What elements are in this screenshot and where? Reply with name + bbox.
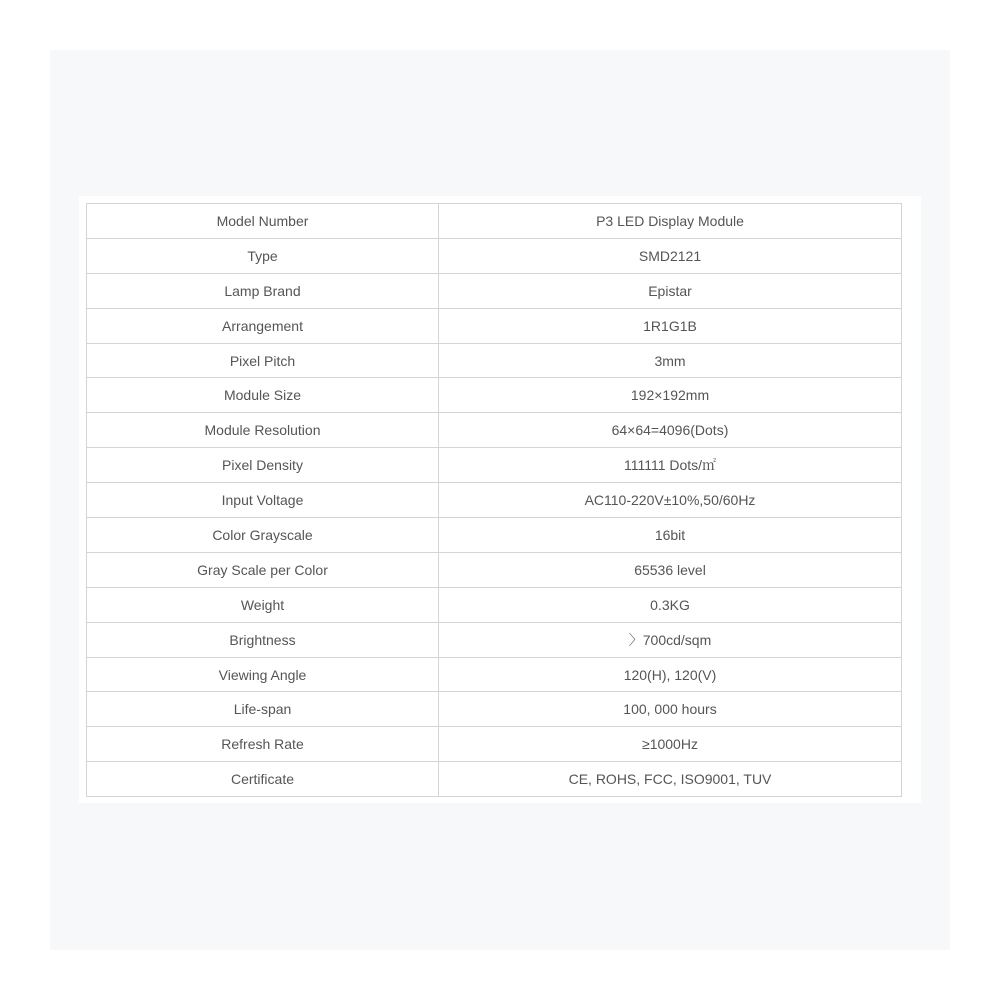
spec-value: 65536 level: [439, 552, 902, 587]
table-row: [87, 204, 902, 239]
spec-label: Gray Scale per Color: [87, 552, 439, 587]
spec-value: 100, 000 hours: [439, 692, 902, 727]
spec-label: Module Resolution: [87, 413, 439, 448]
spec-label: Viewing Angle: [87, 657, 439, 692]
spec-value: CE, ROHS, FCC, ISO9001, TUV: [439, 762, 902, 797]
table-row: [87, 413, 902, 448]
spec-label: Color Grayscale: [87, 518, 439, 553]
spec-value: AC110-220V±10%,50/60Hz: [439, 483, 902, 518]
spec-label: Refresh Rate: [87, 727, 439, 762]
spec-label: Life-span: [87, 692, 439, 727]
table-row: [87, 762, 902, 797]
table-row: [87, 657, 902, 692]
table-row: [87, 308, 902, 343]
table-row: [87, 378, 902, 413]
spec-label: Model Number: [87, 204, 439, 239]
spec-value: 1R1G1B: [439, 308, 902, 343]
table-row: [87, 238, 902, 273]
spec-value: P3 LED Display Module: [439, 204, 902, 239]
spec-value: 192×192mm: [439, 378, 902, 413]
spec-label: Lamp Brand: [87, 273, 439, 308]
spec-value: 111111 Dots/㎡: [439, 448, 902, 483]
spec-value: ≥1000Hz: [439, 727, 902, 762]
spec-value: 0.3KG: [439, 587, 902, 622]
spec-table: [86, 203, 902, 797]
table-row: [87, 483, 902, 518]
spec-value: 16bit: [439, 518, 902, 553]
table-row: [87, 587, 902, 622]
table-row: [87, 343, 902, 378]
table-row: [87, 518, 902, 553]
spec-label: Pixel Pitch: [87, 343, 439, 378]
spec-label: Arrangement: [87, 308, 439, 343]
spec-label: Certificate: [87, 762, 439, 797]
spec-value: 120(H), 120(V): [439, 657, 902, 692]
spec-value: Epistar: [439, 273, 902, 308]
table-row: [87, 552, 902, 587]
spec-label: Type: [87, 238, 439, 273]
spec-value: 64×64=4096(Dots): [439, 413, 902, 448]
spec-label: Module Size: [87, 378, 439, 413]
table-row: [87, 273, 902, 308]
spec-table-body: [87, 204, 902, 797]
table-row: [87, 692, 902, 727]
table-row: [87, 448, 902, 483]
spec-label: Pixel Density: [87, 448, 439, 483]
spec-value: SMD2121: [439, 238, 902, 273]
table-row: [87, 727, 902, 762]
spec-label: Brightness: [87, 622, 439, 657]
table-row: [87, 622, 902, 657]
spec-label: Weight: [87, 587, 439, 622]
spec-value: 〉700cd/sqm: [439, 622, 902, 657]
spec-label: Input Voltage: [87, 483, 439, 518]
spec-value: 3mm: [439, 343, 902, 378]
